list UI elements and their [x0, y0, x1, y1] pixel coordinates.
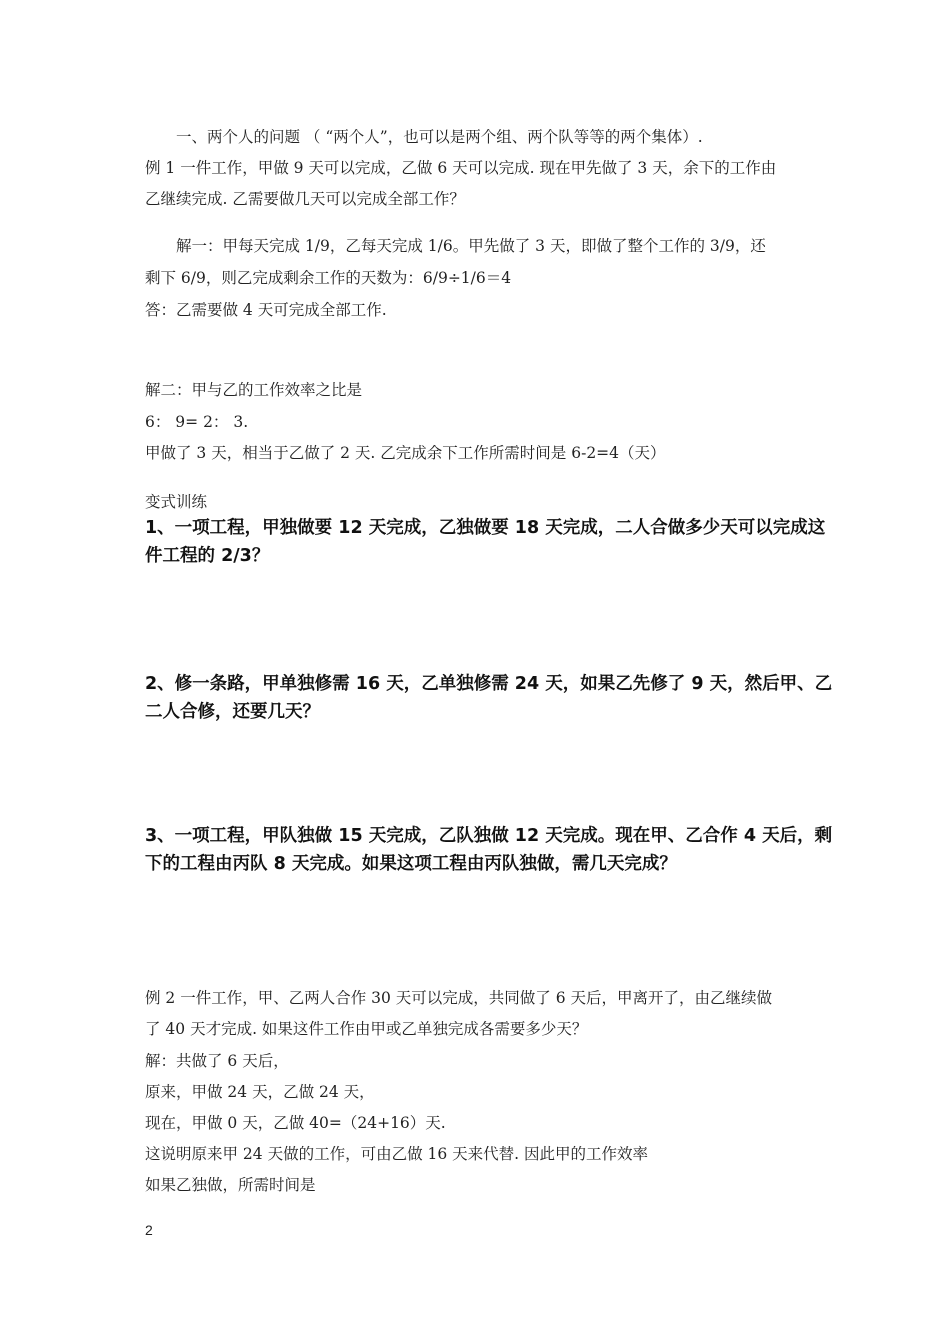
solution1-line: 解一：甲每天完成 1/9，乙每天完成 1/6。甲先做了 3 天，即做了整个工作的 3/9，还: [176, 237, 766, 255]
practice-question-1: 1、一项工程，甲独做要 12 天完成，乙独做要 18 天完成，二人合做多少天可以完成这: [145, 518, 826, 538]
solution2-line: 甲做了 3 天，相当于乙做了 2 天. 乙完成余下工作所需时间是 6-2=4（天）: [145, 444, 666, 462]
example2-solution-line: 原来，甲做 24 天，乙做 24 天，: [145, 1083, 375, 1101]
example2-solution-line: 现在，甲做 0 天，乙做 40=（24+16）天.: [145, 1114, 446, 1132]
example2-solution-line: 这说明原来甲 24 天做的工作，可由乙做 16 天来代替. 因此甲的工作效率: [145, 1145, 649, 1163]
answer-line: 答：乙需要做 4 天可完成全部工作.: [145, 301, 387, 319]
section-heading: 一、两个人的问题 （ “两个人”，也可以是两个组、两个队等等的两个集体）.: [176, 128, 703, 146]
example2-text-line: 例 2 一件工作，甲、乙两人合作 30 天可以完成，共同做了 6 天后，甲离开了，由乙继续做: [145, 989, 773, 1007]
practice-question-3: 3、一项工程，甲队独做 15 天完成，乙队独做 12 天完成。现在甲、乙合作 4 天后，剩: [145, 826, 833, 846]
solution2-ratio: 6： 9= 2： 3.: [145, 413, 249, 431]
example2-text-line: 了 40 天才完成. 如果这件工作由甲或乙单独完成各需要多少天？: [145, 1020, 588, 1038]
practice-question-2: 二人合修，还要几天？: [145, 702, 320, 722]
solution1-line: 剩下 6/9，则乙完成剩余工作的天数为：6/9÷1/6＝4: [145, 269, 512, 287]
practice-question-3: 下的工程由丙队 8 天完成。如果这项工程由丙队独做，需几天完成？: [145, 854, 677, 874]
example1-text-line: 乙继续完成. 乙需要做几天可以完成全部工作？: [145, 190, 465, 208]
practice-title: 变式训练: [145, 493, 208, 511]
example2-solution-line: 如果乙独做，所需时间是: [145, 1176, 316, 1194]
practice-question-1: 件工程的 2/3？: [145, 546, 270, 566]
practice-question-2: 2、修一条路，甲单独修需 16 天，乙单独修需 24 天，如果乙先修了 9 天，然后甲、乙: [145, 674, 833, 694]
page-number: 2: [145, 1222, 153, 1238]
example1-text-line: 例 1 一件工作，甲做 9 天可以完成，乙做 6 天可以完成. 现在甲先做了 3 天，余下的工作由: [145, 159, 777, 177]
example2-solution-line: 解：共做了 6 天后，: [145, 1052, 289, 1070]
solution2-line: 解二：甲与乙的工作效率之比是: [145, 381, 363, 399]
